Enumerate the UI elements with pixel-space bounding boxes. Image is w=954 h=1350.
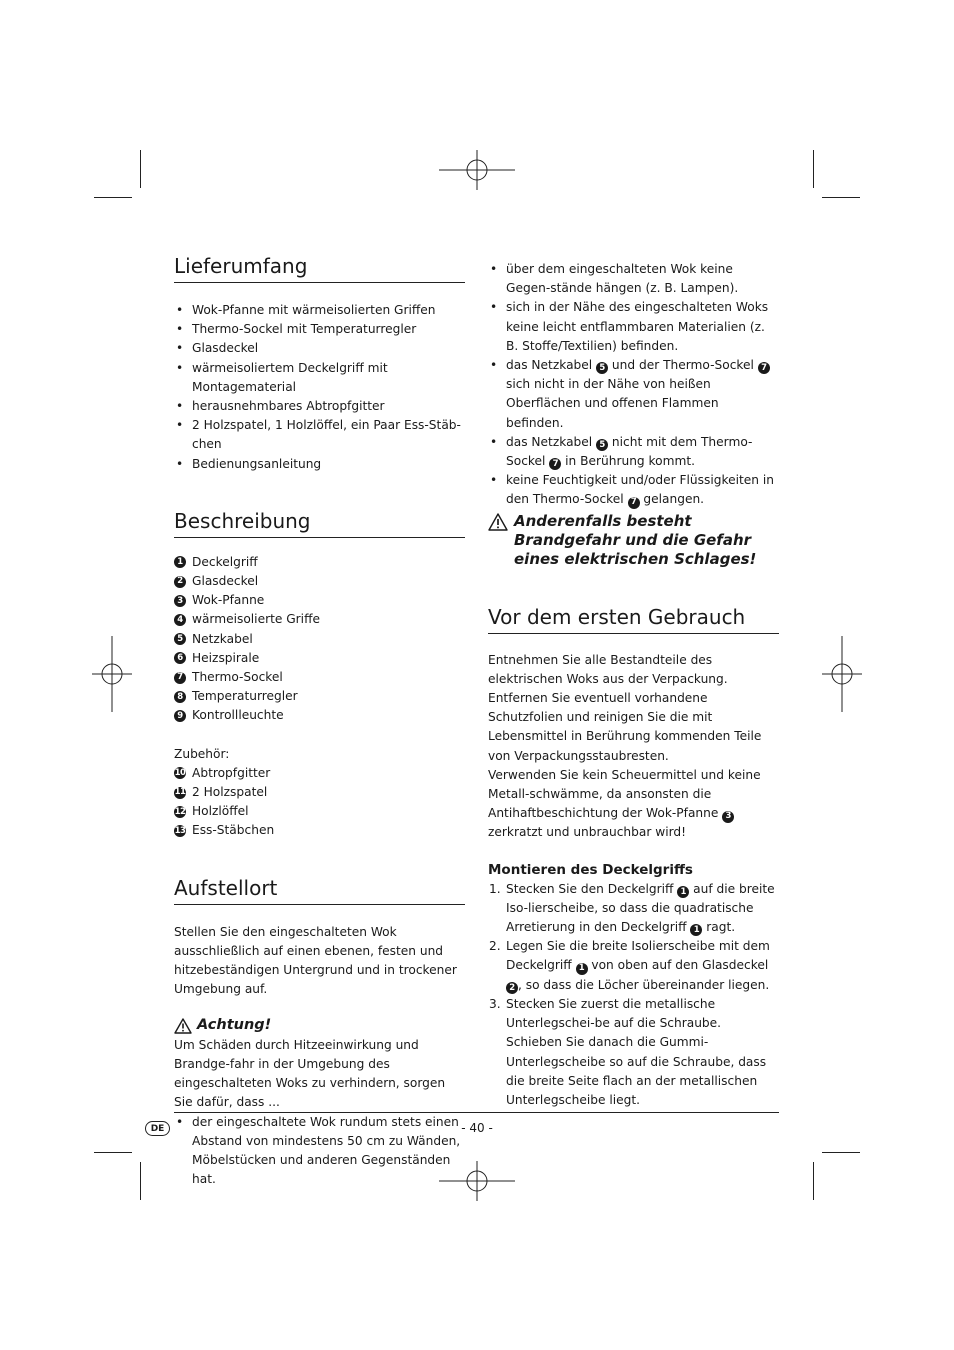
part-item (174, 821, 465, 840)
montage-steps (488, 880, 779, 1110)
crop-mark (140, 150, 141, 188)
part-label: Deckelgriff (192, 554, 258, 569)
part-item (174, 764, 465, 783)
list-item: • wärmeisoliertem Deckelgriff mit Montagematerial (174, 359, 465, 397)
warning-text: Um Schäden durch Hitzeeinwirkung und Brandge-fahr in der Umgebung des eingeschalteten Woks zu verhindern, sorgen Sie dafür, dass ... (174, 1037, 446, 1110)
part-item (174, 610, 465, 629)
step-number: 3. (489, 996, 501, 1011)
warning-triangle-icon (488, 513, 508, 531)
aufstellort-list-continued (488, 260, 779, 510)
danger-text: Anderenfalls besteht Brandgefahr und die Gefahr eines elektrischen Schlages! (514, 511, 757, 568)
parts-list (174, 553, 465, 726)
registration-mark (804, 636, 880, 712)
section-title-lieferumfang: Lieferumfang (174, 252, 465, 283)
part-number: 2 (174, 576, 186, 588)
list-item: • 2 Holzspatel, 1 Holzlöffel, ein Paar Ess-Stäb-chen (174, 416, 465, 454)
list-item (488, 471, 779, 509)
list-item: • herausnehmbares Abtropfgitter (174, 397, 465, 416)
section-title-beschreibung: Beschreibung (174, 507, 465, 538)
part-number: 1 (677, 886, 689, 898)
text-span: und der Thermo-Sockel (611, 358, 754, 373)
text-span: ragt. (706, 920, 736, 935)
crop-mark (140, 1162, 141, 1200)
step-number: 1. (489, 881, 501, 896)
part-label: Ess-Stäbchen (192, 823, 275, 838)
part-number: 5 (174, 633, 186, 645)
part-item (174, 687, 465, 706)
list-item (488, 356, 779, 433)
text-span: sich nicht in der Nähe von heißen Oberflächen und offenen Flammen befinden. (506, 377, 719, 430)
part-number: 7 (549, 458, 561, 470)
list-item: • Glasdeckel (174, 339, 465, 358)
text-span: Legen Sie die breite Isolierscheibe mit dem Deckelgriff (506, 939, 770, 973)
registration-mark (439, 132, 515, 208)
text-span: gelangen. (643, 492, 705, 507)
crop-mark (813, 1162, 814, 1200)
part-number: 2 (506, 982, 518, 994)
part-number: 5 (596, 439, 608, 451)
crop-mark (813, 150, 814, 188)
footer-rule (174, 1112, 779, 1113)
zubehoer-label: Zubehör: (174, 746, 230, 761)
part-label: Glasdeckel (192, 574, 259, 589)
subsection-title-montieren: Montieren des Deckelgriffs (488, 861, 693, 878)
part-item (174, 553, 465, 572)
section-title-aufstellort: Aufstellort (174, 874, 465, 905)
text-span: Stecken Sie den Deckelgriff (506, 881, 674, 896)
part-number: 7 (628, 497, 640, 509)
part-item (174, 668, 465, 687)
warning-triangle-icon (174, 1018, 192, 1034)
part-number: 4 (174, 614, 186, 626)
text-span: zerkratzt und unbrauchbar wird! (488, 825, 687, 840)
part-label: Holzlöffel (192, 804, 249, 819)
accessories-list (174, 764, 465, 841)
part-item (174, 649, 465, 668)
text-span: nicht mit dem Thermo-Sockel (506, 434, 753, 469)
part-label: 2 Holzspatel (192, 785, 268, 800)
language-badge: DE (145, 1121, 170, 1136)
list-item: • Bedienungsanleitung (174, 455, 465, 474)
part-number: 1 (174, 556, 186, 568)
crop-mark (94, 197, 132, 198)
part-label: Abtropfgitter (192, 765, 271, 780)
part-number: 12 (174, 806, 186, 817)
part-number: 9 (174, 710, 186, 722)
list-item (488, 433, 779, 471)
page-number: - 40 - (461, 1121, 493, 1135)
step-item (488, 995, 779, 1110)
part-label: Netzkabel (192, 631, 253, 646)
part-number: 1 (690, 924, 702, 936)
part-label: Kontrollleuchte (192, 708, 284, 723)
text-span: keine Feuchtigkeit und/oder Flüssigkeiten in den Thermo-Sockel (506, 473, 774, 507)
part-number: 7 (758, 362, 770, 374)
step-number: 2. (489, 939, 501, 954)
right-column (488, 260, 779, 1110)
danger-warning (488, 512, 779, 569)
part-label: wärmeisolierte Griffe (192, 612, 320, 627)
text-span: von oben auf den Glasdeckel (591, 958, 769, 973)
list-item: • Wok-Pfanne mit wärmeisolierten Griffen (174, 301, 465, 320)
part-number: 6 (174, 652, 186, 664)
list-item: • über dem eingeschalteten Wok keine Gegen-stände hängen (z. B. Lampen). (488, 260, 779, 298)
part-item (174, 572, 465, 591)
part-number: 8 (174, 691, 186, 703)
part-label: Heizspirale (192, 650, 260, 665)
text-span: , so dass die Löcher übereinander liegen. (518, 977, 770, 992)
part-label: Thermo-Sockel (192, 670, 283, 685)
crop-mark (94, 1152, 132, 1153)
part-item (174, 802, 465, 821)
warning-heading (174, 1016, 465, 1035)
part-number: 3 (174, 595, 186, 607)
part-number: 13 (174, 825, 186, 836)
step-item (488, 937, 779, 995)
step-item (488, 880, 779, 938)
registration-mark (74, 636, 150, 712)
warning-title: Achtung! (197, 1017, 272, 1034)
list-item: • Thermo-Sockel mit Temperaturregler (174, 320, 465, 339)
text-span: auf die breite Iso-lierscheibe, so dass die quadratische Arretierung in den Deckelgriff (506, 881, 775, 935)
text-span: das Netzkabel (506, 358, 593, 373)
list-item: • sich in der Nähe des eingeschalteten Woks keine leicht entflammbaren Materialien (z. B. Stoffe/Textilien) befinden. (488, 298, 779, 356)
vor-dem-paragraph-2 (488, 766, 779, 843)
section-title-vor-dem-ersten-gebrauch: Vor dem ersten Gebrauch (488, 603, 779, 634)
part-item (174, 783, 465, 802)
part-item (174, 706, 465, 725)
left-column (174, 252, 465, 1189)
part-item (174, 591, 465, 610)
part-number: 3 (722, 811, 734, 823)
part-label: Wok-Pfanne (192, 593, 265, 608)
text-span: Stecken Sie zuerst die metallische Unterlegschei-be auf die Schraube. Schieben Sie danach die Gummi-Unterlegscheibe so auf die Schraube, dass die breite Seite flach an der metallischen Unterlegscheibe liegt. (506, 996, 767, 1107)
part-number: 5 (596, 362, 608, 374)
part-number: 10 (174, 768, 186, 779)
part-number: 1 (576, 963, 588, 975)
crop-mark (822, 1152, 860, 1153)
part-number: 11 (174, 787, 186, 798)
aufstellort-intro: Stellen Sie den eingeschalteten Wok ausschließlich auf einen ebenen, festen und hitzebeständigen Untergrund und in trockener Umgebung auf. (174, 924, 457, 997)
text-span: in Berührung kommt. (565, 454, 696, 469)
crop-mark (822, 197, 860, 198)
text-span: das Netzkabel (506, 434, 593, 449)
text-span: Verwenden Sie kein Scheuermittel und keine Metall-schwämme, da ansonsten die Antihaftbeschichtung der Wok-Pfanne (488, 767, 761, 821)
part-label: Temperaturregler (192, 689, 298, 704)
lieferumfang-list (174, 301, 465, 474)
part-item (174, 630, 465, 649)
part-number: 7 (174, 672, 186, 684)
vor-dem-paragraph-1: Entnehmen Sie alle Bestandteile des elektrischen Woks aus der Verpackung. Entfernen Sie eventuell vorhandene Schutzfolien und reinigen Sie die mit Lebensmittel in Berührung kommenden Teile von Verpackungsstaubresten. (488, 652, 762, 763)
list-item: • der eingeschaltete Wok rundum stets einen Abstand von mindestens 50 cm zu Wänden, Möbelstücken und anderen Gegenständen hat. (174, 1113, 465, 1190)
